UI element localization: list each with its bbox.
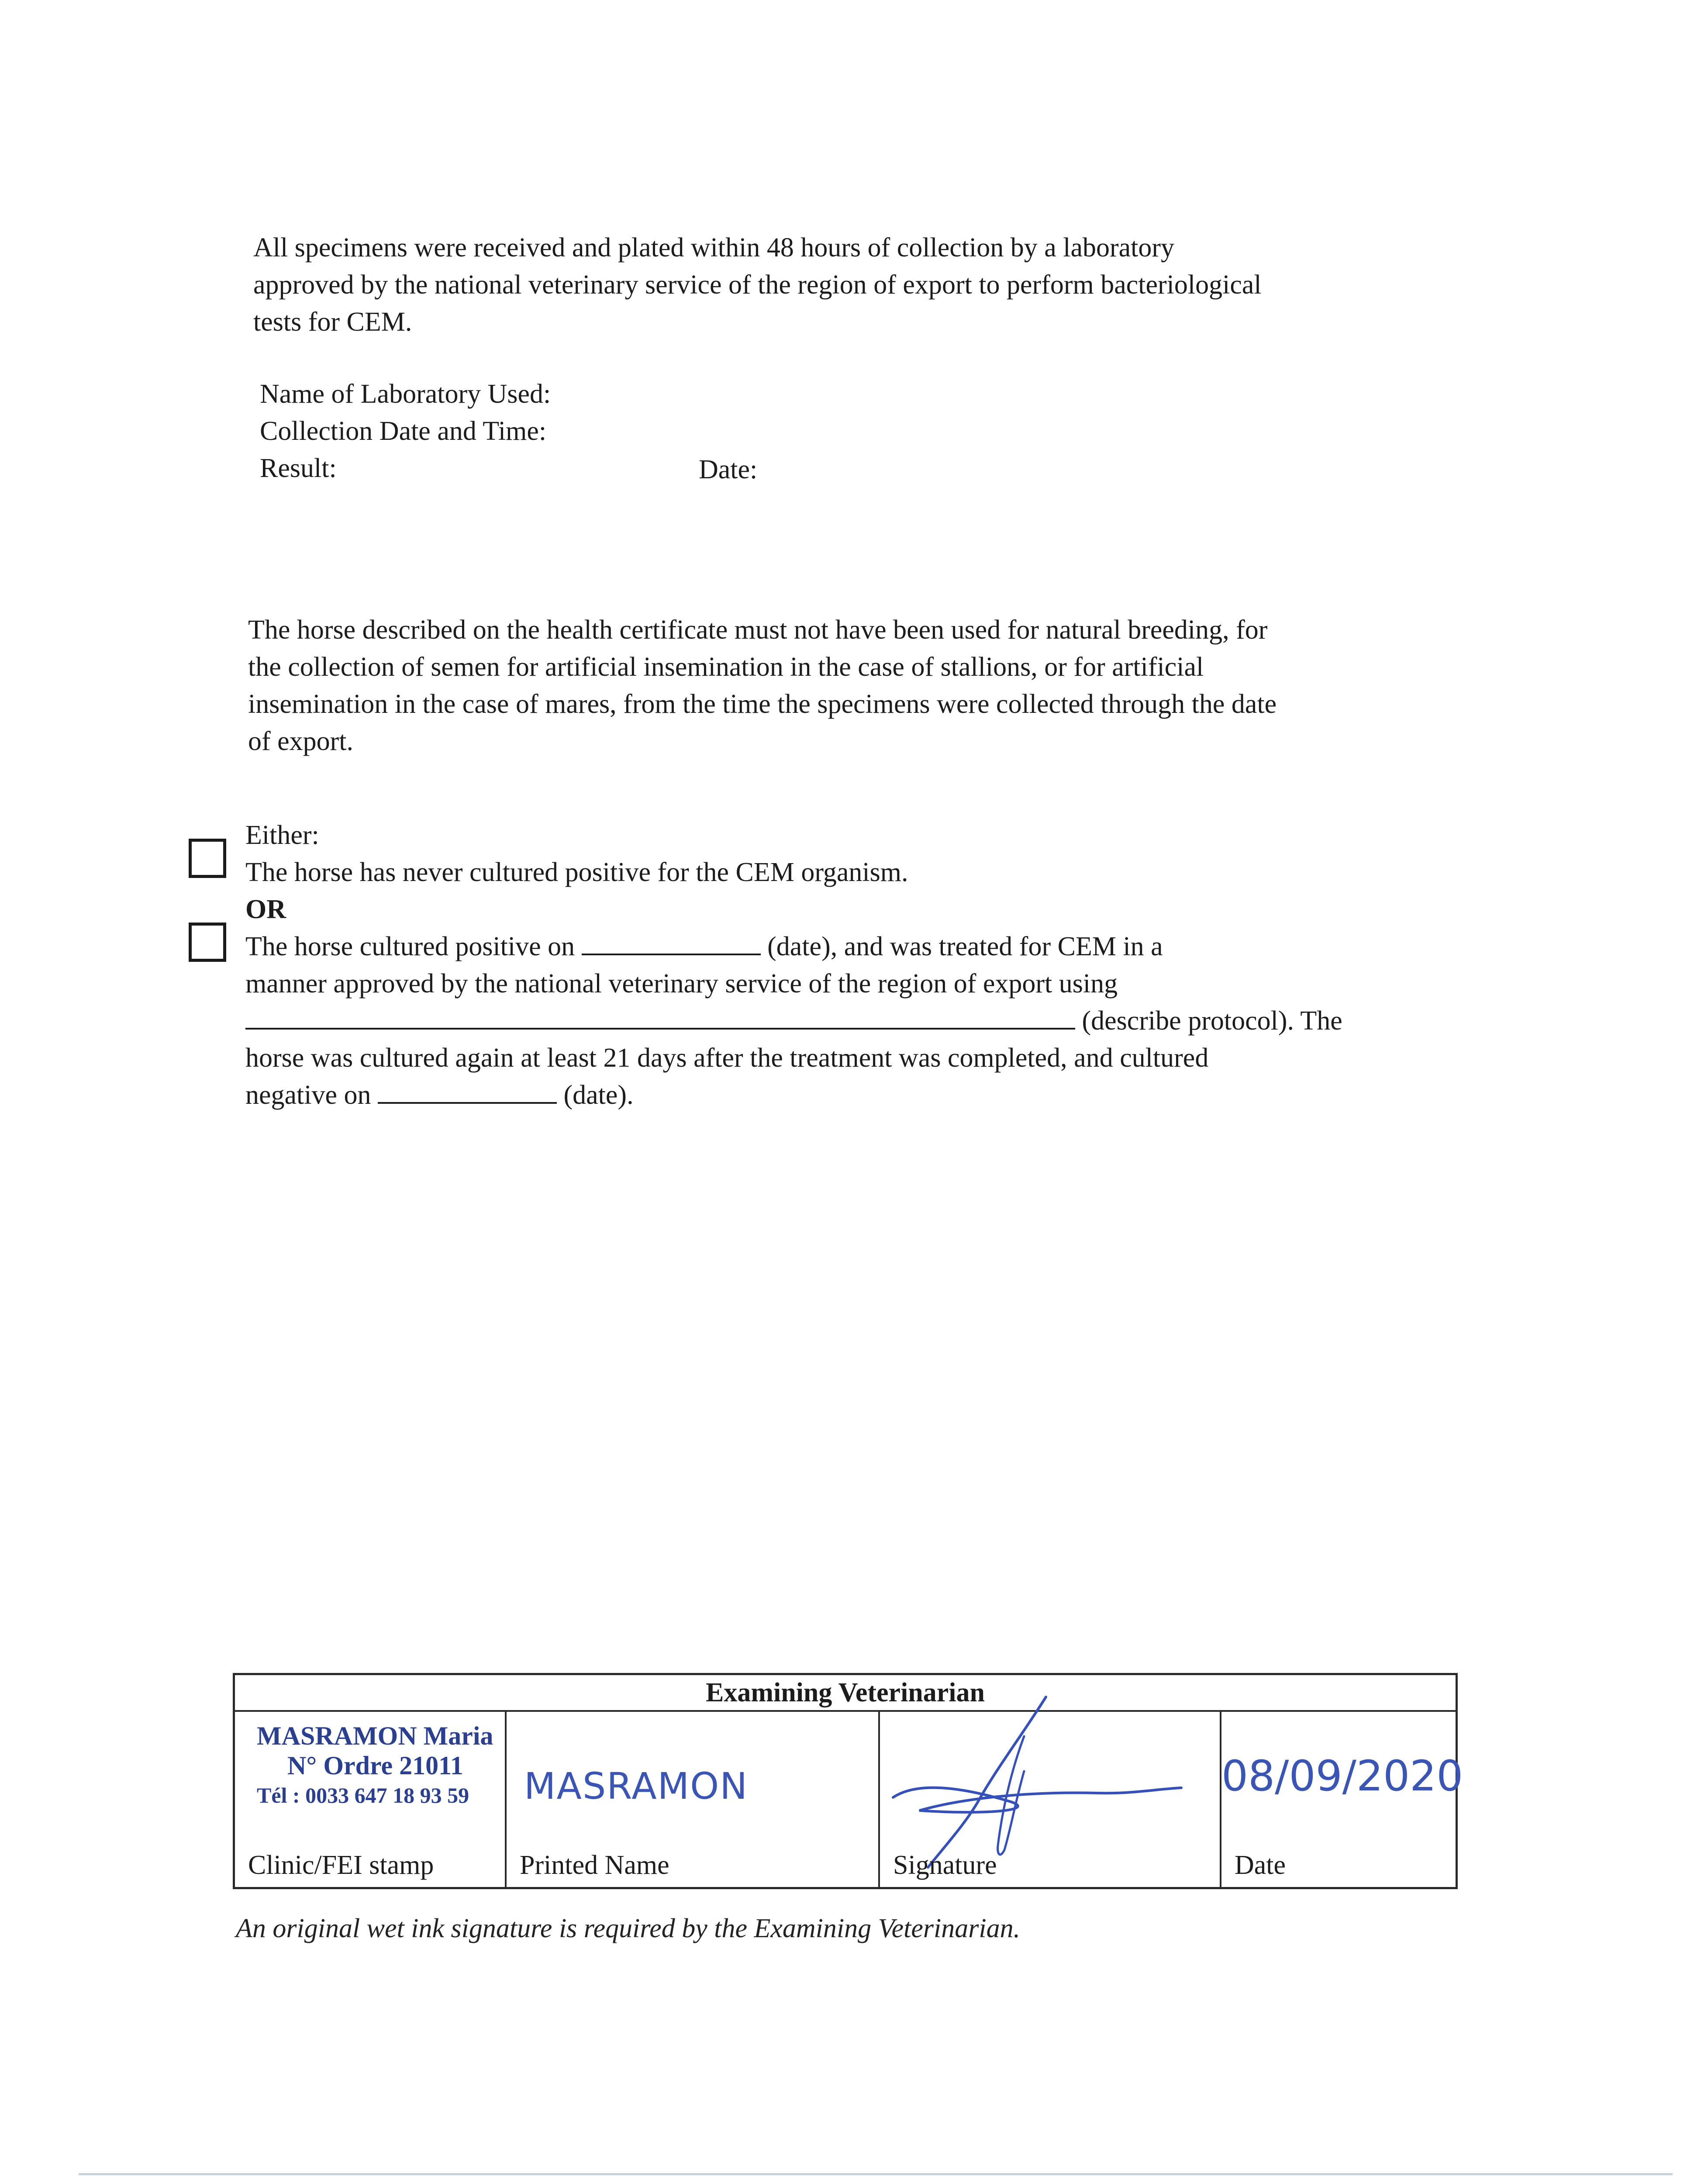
stamp-name: MASRAMON Maria bbox=[257, 1721, 493, 1750]
never-positive-option: The horse has never cultured positive for the CEM organism. bbox=[245, 857, 908, 887]
paragraph-line: approved by the national veterinary service of the region of export to perform bacteriological bbox=[253, 270, 1262, 300]
breeding-paragraph bbox=[248, 612, 1276, 760]
clinic-stamp-cell bbox=[235, 1710, 507, 1887]
printed-name-cell[interactable] bbox=[507, 1710, 880, 1887]
stamp-order-number: N° Ordre 21011 bbox=[287, 1751, 463, 1780]
signature-date-value: 08/09/2020 bbox=[1221, 1752, 1463, 1800]
wet-ink-footnote: An original wet ink signature is required by the Examining Veterinarian. bbox=[236, 1914, 1021, 1943]
positive-suffix: (date), and was treated for CEM in a bbox=[767, 932, 1163, 961]
cem-section bbox=[245, 817, 1342, 1114]
negative-date-blank[interactable] bbox=[378, 1078, 557, 1104]
result-label: Result: bbox=[260, 453, 337, 483]
table-header: Examining Veterinarian bbox=[235, 1675, 1456, 1712]
negative-line bbox=[245, 1077, 1342, 1114]
specimens-paragraph bbox=[253, 229, 1262, 341]
scan-edge-line bbox=[79, 2173, 1673, 2175]
laboratory-label: Name of Laboratory Used: bbox=[260, 379, 551, 409]
signature-cell[interactable] bbox=[880, 1710, 1221, 1887]
paragraph-line: tests for CEM. bbox=[253, 307, 412, 337]
cultured-positive-line bbox=[245, 928, 1342, 965]
negative-suffix: (date). bbox=[563, 1080, 634, 1110]
protocol-blank[interactable] bbox=[245, 1003, 1075, 1030]
treatment-line: manner approved by the national veterinary service of the region of export using bbox=[245, 969, 1118, 999]
positive-date-blank[interactable] bbox=[582, 929, 761, 955]
negative-prefix: negative on bbox=[245, 1080, 371, 1110]
clinic-stamp-label: Clinic/FEI stamp bbox=[248, 1850, 434, 1880]
cultured-positive-checkbox[interactable] bbox=[189, 923, 226, 962]
paragraph-line: The horse described on the health certificate must not have been used for natural breeding, for bbox=[248, 615, 1268, 645]
recultured-line: horse was cultured again at least 21 days after the treatment was completed, and cultured bbox=[245, 1043, 1209, 1073]
date-label: Date bbox=[1235, 1850, 1286, 1880]
collection-label: Collection Date and Time: bbox=[260, 416, 547, 446]
either-label: Either: bbox=[245, 820, 319, 850]
paragraph-line: All specimens were received and plated within 48 hours of collection by a laboratory bbox=[253, 233, 1175, 263]
examining-veterinarian-table bbox=[233, 1673, 1463, 1889]
stamp-phone: Tél : 0033 647 18 93 59 bbox=[257, 1783, 469, 1807]
never-positive-checkbox[interactable] bbox=[189, 839, 226, 878]
protocol-line bbox=[245, 1002, 1342, 1040]
protocol-suffix: (describe protocol). The bbox=[1082, 1006, 1342, 1036]
clinic-stamp bbox=[257, 1721, 493, 1810]
paragraph-line: the collection of semen for artificial insemination in the case of stallions, or for artificial bbox=[248, 652, 1204, 682]
paragraph-line: of export. bbox=[248, 726, 354, 756]
date-cell[interactable] bbox=[1221, 1710, 1463, 1887]
signature-label: Signature bbox=[893, 1850, 997, 1880]
printed-name-value: MASRAMON bbox=[524, 1765, 749, 1807]
result-date-label: Date: bbox=[699, 455, 758, 484]
positive-prefix: The horse cultured positive on bbox=[245, 932, 575, 961]
paragraph-line: insemination in the case of mares, from the time the specimens were collected through the date bbox=[248, 689, 1277, 719]
lab-fields bbox=[260, 376, 551, 487]
printed-name-label: Printed Name bbox=[520, 1850, 669, 1880]
or-label: OR bbox=[245, 895, 286, 924]
